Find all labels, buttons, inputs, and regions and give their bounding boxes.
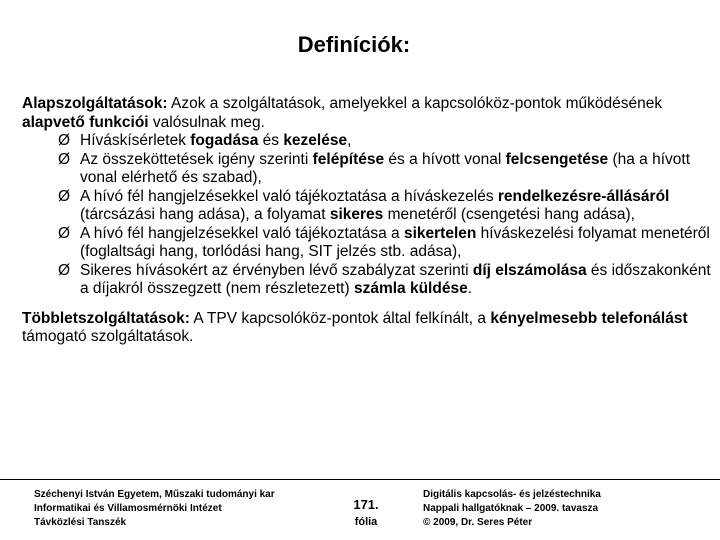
basic-text-2: alapvető funkciói — [22, 113, 149, 131]
extra-text-1: A TPV kapcsolóköz-pontok által felkínált, a — [189, 309, 491, 327]
arrow-bullet-icon: Ø — [58, 224, 71, 242]
item-highlight: fogadása — [190, 132, 259, 149]
item-text: és a hívott vonal — [384, 150, 506, 168]
item-text: Az összeköttetések igény szerinti — [80, 150, 313, 168]
item-highlight: sikeres — [329, 206, 384, 223]
footer-slide-number — [348, 495, 384, 529]
arrow-bullet-icon: Ø — [58, 132, 71, 149]
item-text: Sikeres hívásokért az érvényben lévő szabályzat szerinti — [80, 261, 473, 279]
footer-left-line: Távközlési Tanszék — [34, 517, 127, 528]
basic-services-paragraph — [22, 95, 712, 132]
item-text: híváskezelési folyamat menetéről (foglaltsági hang, torlódási hang, SIT jelzés stb. adása), — [80, 224, 710, 260]
footer-course — [423, 488, 601, 530]
list-item — [22, 132, 712, 151]
item-highlight: sikertelen — [403, 224, 477, 242]
arrow-bullet-icon: Ø — [58, 187, 71, 205]
item-text: . — [467, 280, 472, 297]
basic-text-1: Azok a szolgáltatások, amelyekkel a kapcsolóköz-pontok működésének — [167, 95, 663, 112]
footer-left-line: Informatikai és Villamosmérnöki Intézet — [34, 503, 222, 514]
extra-text-3: támogató szolgáltatások. — [22, 328, 194, 345]
basic-services-list — [22, 132, 712, 299]
item-text: (tárcsázási hang adása), a folyamat — [80, 206, 330, 223]
footer-divider — [0, 479, 720, 480]
list-item — [22, 262, 712, 299]
page-title — [0, 32, 720, 58]
arrow-bullet-icon: Ø — [58, 261, 71, 279]
extra-services-term: Többletszolgáltatások: — [22, 309, 190, 327]
item-highlight: kezelése — [283, 132, 348, 149]
item-highlight: rendelkezésre-állásáról — [497, 187, 670, 205]
extra-services-paragraph — [22, 310, 712, 347]
item-highlight: felcsengetése — [505, 150, 609, 168]
slide-label: fólia — [354, 516, 378, 528]
item-highlight: felépítése — [312, 150, 385, 168]
arrow-bullet-icon: Ø — [58, 150, 71, 168]
list-item — [22, 151, 712, 188]
extra-text-2: kényelmesebb telefonálást — [490, 309, 688, 327]
item-text: Híváskísérletek — [80, 132, 191, 149]
item-text: (ha a hívott vonal elérhető és szabad), — [80, 150, 691, 186]
list-item — [22, 225, 712, 262]
slide-number: 171. — [353, 497, 379, 512]
basic-text-3: valósulnak meg. — [148, 113, 265, 131]
slide-content — [22, 95, 712, 347]
spacer — [22, 299, 712, 310]
item-text: és — [258, 132, 284, 149]
item-highlight: díj elszámolása — [472, 261, 587, 279]
footer-right-line: © 2009, Dr. Seres Péter — [423, 517, 533, 528]
item-text: menetéről (csengetési hang adása), — [383, 206, 635, 223]
item-text: A hívó fél hangjelzésekkel való tájékoztatása a — [80, 224, 404, 242]
page-title-text: Definíciók: — [297, 32, 411, 57]
footer-right-line: Nappali hallgatóknak – 2009. tavasza — [423, 503, 599, 514]
item-text: A hívó fél hangjelzésekkel való tájékoztatása a híváskezelés — [80, 187, 498, 205]
list-item — [22, 188, 712, 225]
item-highlight: számla küldése — [353, 280, 468, 297]
footer-right-line: Digitális kapcsolás- és jelzéstechnika — [423, 489, 601, 500]
item-text: és időszakonként a díjakról összegzett (nem részletezett) — [80, 261, 711, 297]
basic-services-term: Alapszolgáltatások: — [22, 95, 168, 112]
item-text: , — [347, 132, 352, 149]
footer-left-line: Széchenyi István Egyetem, Műszaki tudományi kar — [34, 489, 275, 500]
footer-institution — [34, 488, 275, 530]
